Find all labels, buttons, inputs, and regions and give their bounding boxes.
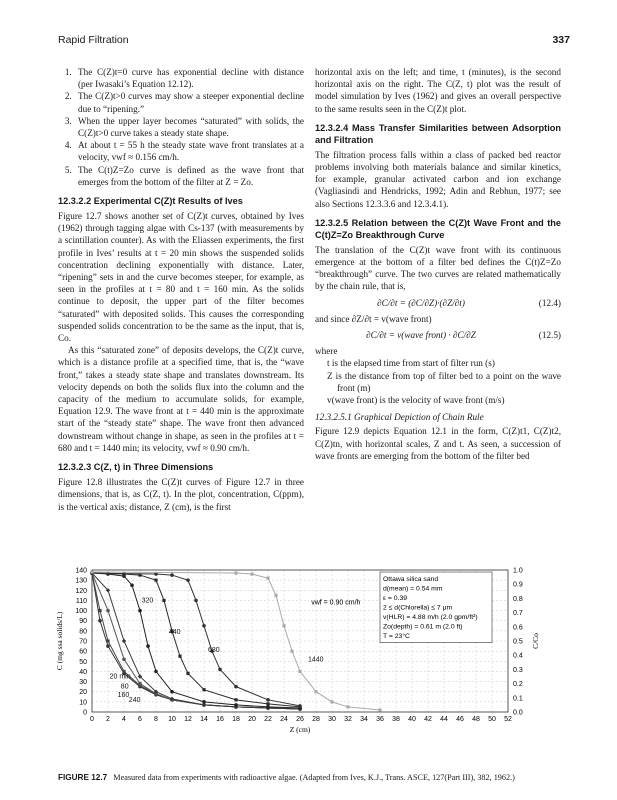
legend-line: 2 ≤ d(Chlorella) ≤ 7 μm <box>383 604 453 612</box>
y-tick-label: 20 <box>79 689 87 697</box>
data-point <box>106 639 109 642</box>
curve-label: 680 <box>208 647 220 655</box>
section-heading: 12.3.2.2 Experimental C(Z)t Results of Ives <box>58 196 243 207</box>
data-point <box>106 609 110 613</box>
y-tick-label: 110 <box>75 597 87 605</box>
data-point <box>186 672 189 675</box>
y2-tick-label: 0.8 <box>513 595 523 603</box>
left-column <box>58 66 304 513</box>
equation-body: ∂C/∂t = (∂C/∂Z)·(∂Z/∂t) <box>377 297 465 308</box>
data-point <box>378 708 381 711</box>
data-point <box>282 624 285 627</box>
data-point <box>234 703 238 707</box>
y2-axis-label: C/Co <box>531 633 540 649</box>
data-point <box>170 573 174 577</box>
curve-label: 320 <box>141 597 154 605</box>
paragraph: Figure 12.9 depicts Equation 12.1 in the form, C(Z)t1, C(Z)t2, C(Z)tn, with horizontal scales, Z and t. As seen, a succession of wave fronts are emerging from the bottom of the filter bed <box>315 426 561 461</box>
where-item: t is the elapsed time from start of filter run (s) <box>327 358 495 369</box>
x-tick-label: 32 <box>344 716 352 723</box>
caption-label: FIGURE 12.7 <box>58 773 108 782</box>
x-tick-label: 24 <box>280 716 288 723</box>
y2-tick-label: 0.3 <box>513 666 523 674</box>
data-point <box>274 594 277 597</box>
x-tick-label: 2 <box>106 716 110 723</box>
data-point <box>154 670 158 674</box>
list-item: 2. The C(Z)t>0 curves may show a steeper exponential decline due to “ripening.” <box>74 90 304 114</box>
paragraph: As this “saturated zone” of deposits develops, the C(Z)t curve, which is a distance profile at a specified time, that is, the “wave front,” takes a steady state shape and translates downstream. Its velocity depends on both the solids flux into the column and the capacity of the medium to accumulate solids, for example, Equation 12.9. The wave front at t = 440 min is the approximate start of the “steady state” shape. The wave front then advanced downstream without change in shape, as seen in the profiles at t = 680 and t = 1440 min; its velocity, vwf ≈ 0.90 cm/h. <box>58 345 304 453</box>
x-tick-label: 20 <box>248 716 256 723</box>
y2-tick-label: 1.0 <box>513 567 523 575</box>
y2-tick-label: 0.0 <box>513 709 523 717</box>
list-item: 1. The C(Z)t=0 curve has exponential decline with distance (per Iwasaki’s Equation 12.12). <box>74 66 304 90</box>
data-point <box>146 644 150 648</box>
data-point <box>178 655 181 658</box>
where-list <box>327 357 561 406</box>
section-heading: 12.3.2.4 Mass Transfer Similarities between Adsorption and Filtration <box>315 122 561 145</box>
data-point <box>170 690 174 694</box>
y-tick-label: 140 <box>75 567 87 575</box>
x-tick-label: 40 <box>408 716 416 723</box>
y-tick-label: 90 <box>79 618 87 626</box>
y-axis-label: C (mg ssa solids/L) <box>55 611 64 671</box>
legend-line: T = 23°C <box>383 633 410 641</box>
x-tick-label: 46 <box>456 716 464 723</box>
section-heading: 12.3.2.5 Relation between the C(Z)t Wave Front and the C(t)Z=Zo Breakthrough Curve <box>315 217 561 240</box>
equation-12-4 <box>315 297 561 309</box>
x-tick-label: 18 <box>232 716 240 723</box>
legend-line: ε = 0.39 <box>383 595 408 603</box>
data-point <box>130 583 134 587</box>
x-tick-label: 30 <box>328 716 336 723</box>
right-column <box>315 66 561 462</box>
y2-tick-label: 0.4 <box>513 652 523 660</box>
y-tick-label: 130 <box>75 577 87 585</box>
data-point <box>138 682 142 686</box>
data-point <box>234 685 238 689</box>
paragraph: horizontal axis on the left; and time, t (minutes), is the second horizontal axis on the right. The C(Z, t) plot was the result of model simulation by Ives (1962) and gives an overall perspective to the same results seen in the C(Z)t plot. <box>315 67 561 114</box>
x-tick-label: 14 <box>200 716 208 723</box>
numbered-list <box>58 66 304 188</box>
legend-line: v(HLR) = 4.88 m/h (2.0 gpm/ft²) <box>383 614 478 622</box>
running-header <box>58 34 570 48</box>
legend-line: Zo(depth) = 0.61 m (2.0 ft) <box>383 623 463 631</box>
x-tick-label: 6 <box>138 716 142 723</box>
y-tick-label: 10 <box>79 699 87 707</box>
y2-tick-label: 0.5 <box>513 638 523 646</box>
data-point <box>138 609 142 613</box>
data-point <box>202 624 206 628</box>
curve-label: 20 min <box>109 673 131 681</box>
x-tick-label: 22 <box>264 716 272 723</box>
list-item: 3. When the upper layer becomes “saturated” with solids, the C(Z)t>0 curve takes a steady state shape. <box>74 115 304 139</box>
x-tick-label: 12 <box>184 716 192 723</box>
data-point <box>202 700 206 704</box>
x-tick-label: 34 <box>360 716 368 723</box>
data-point <box>266 702 269 705</box>
curve-label: 160 <box>117 691 130 699</box>
x-tick-label: 36 <box>376 716 384 723</box>
x-tick-label: 4 <box>122 716 126 723</box>
y-tick-label: 70 <box>79 638 87 646</box>
where-label: where <box>315 346 338 357</box>
data-point <box>266 705 270 709</box>
data-point <box>346 705 349 708</box>
y-tick-label: 100 <box>75 608 87 616</box>
data-point <box>314 690 317 693</box>
equation-body: ∂C/∂t = v(wave front) · ∂C/∂Z <box>366 330 476 341</box>
curve-label: 240 <box>128 696 141 704</box>
x-tick-label: 38 <box>392 716 400 723</box>
data-point <box>298 704 302 708</box>
x-tick-label: 44 <box>440 716 448 723</box>
data-point <box>186 578 190 582</box>
where-item: v(wave front) is the velocity of wave front (m/s) <box>327 395 505 406</box>
data-point <box>202 688 205 691</box>
data-point <box>122 639 126 643</box>
running-title: Rapid Filtration <box>58 34 129 46</box>
y-tick-label: 40 <box>79 668 87 676</box>
y2-tick-label: 0.2 <box>513 681 523 689</box>
legend-line: Ottawa silica sand <box>383 576 439 584</box>
curve-label: 80 <box>120 683 129 691</box>
wave-velocity-label: vwf = 0.90 cm/h <box>311 599 361 607</box>
y2-tick-label: 0.9 <box>513 581 523 589</box>
x-tick-label: 8 <box>154 716 158 723</box>
paragraph: The translation of the C(Z)t wave front with its continuous emergence at the bottom of a filter bed defines the C(t)Z=Zo “breakthrough” curve. The two curves are related mathematically by the chain rule, that is, <box>315 244 561 292</box>
equation-number: (12.5) <box>538 330 561 341</box>
data-point <box>234 571 237 574</box>
legend-line: d(mean) = 0.54 mm <box>383 585 443 593</box>
x-tick-label: 50 <box>488 716 496 723</box>
data-point <box>218 668 222 672</box>
x-tick-label: 10 <box>168 716 176 723</box>
data-point <box>194 599 198 603</box>
x-tick-label: 28 <box>312 716 320 723</box>
y-tick-label: 80 <box>79 628 87 636</box>
x-tick-label: 48 <box>472 716 480 723</box>
figure-caption <box>58 773 578 782</box>
list-item: 4. At about t = 55 h the steady state wave front translates at a velocity, vwf ≈ 0.156 cm/h. <box>74 139 304 163</box>
y2-tick-label: 0.1 <box>513 695 523 703</box>
data-point <box>290 650 293 653</box>
y2-tick-label: 0.6 <box>513 624 523 632</box>
y-tick-label: 50 <box>79 658 87 666</box>
x-tick-label: 0 <box>90 716 94 723</box>
data-point <box>98 619 102 623</box>
equation-number: (12.4) <box>538 297 561 308</box>
curve-label: 1440 <box>308 656 324 664</box>
data-point <box>250 572 253 575</box>
y-tick-label: 0 <box>83 709 87 717</box>
x-axis-label: Z (cm) <box>289 725 311 734</box>
caption-text: Measured data from experiments with radioactive algae. (Adapted from Ives, K.J., Trans. ASCE, 127(Part III), 382, 1962.) <box>113 773 515 782</box>
paragraph: Figure 12.7 shows another set of C(Z)t curves, obtained by Ives (1962) through tagging algae with Cs-137 (with measurements by a scintillation counter). As with the Eliassen experiments, the first profile in Ives’ results at t = 20 min shows the suspended solids concentration declining exponentially with distance. Later, “ripening” sets in and the curve becomes steeper, for example, as seen in the profiles at t = 80 and t = 160 min. As the solids continue to deposit, the upper part of the filter becomes “saturated” with deposited solids. This causes the corresponding suspended solids concentration to be the same as the input, that is, Co. <box>58 211 304 344</box>
curve-label: 440 <box>168 628 181 636</box>
y-tick-label: 120 <box>75 587 87 595</box>
subsection-heading: 12.3.2.5.1 Graphical Depiction of Chain Rule <box>315 412 484 423</box>
data-point <box>154 579 157 582</box>
equation-12-5 <box>315 329 561 341</box>
data-point <box>234 698 237 701</box>
data-point <box>162 599 165 602</box>
data-point <box>266 698 270 702</box>
data-point <box>298 670 301 673</box>
y2-tick-label: 0.7 <box>513 610 523 618</box>
paragraph: Figure 12.8 illustrates the C(Z)t curves of Figure 12.7 in three dimensions, that is, as C(Z, t). In the plot, concentration, C(ppm), is the vertical axis; distance, Z (cm), is the first <box>58 477 304 512</box>
page-number: 337 <box>552 34 570 46</box>
x-tick-label: 42 <box>424 716 432 723</box>
section-heading: 12.3.2.3 C(Z, t) in Three Dimensions <box>58 462 214 473</box>
data-point <box>266 577 269 580</box>
x-tick-label: 52 <box>504 716 512 723</box>
data-point <box>90 570 93 573</box>
x-tick-label: 16 <box>216 716 224 723</box>
list-item: 5. The C(t)Z=Zo curve is defined as the wave front that emerges from the bottom of the filter at Z = Zo. <box>74 164 304 188</box>
x-tick-label: 26 <box>296 716 304 723</box>
y-tick-label: 60 <box>79 648 87 656</box>
y-tick-label: 30 <box>79 679 87 687</box>
figure-12-7-chart <box>28 564 590 774</box>
data-point <box>122 657 126 661</box>
where-item: Z is the distance from top of filter bed to a point on the wave front (m) <box>327 370 561 393</box>
paragraph: and since ∂Z/∂t = v(wave front) <box>315 313 432 324</box>
data-point <box>330 700 333 703</box>
data-point <box>106 644 110 648</box>
paragraph: The filtration process falls within a class of packed bed reactor problems involving both materials balance and similar kinetics, for example, granular activated carbon and ion exchange (Vagliasindi and Hendricks, 1992; Adin and Rebhun, 1977; see also Sections 12.3.3.6 and 12.3.4.1). <box>315 149 561 209</box>
data-point <box>98 609 101 612</box>
